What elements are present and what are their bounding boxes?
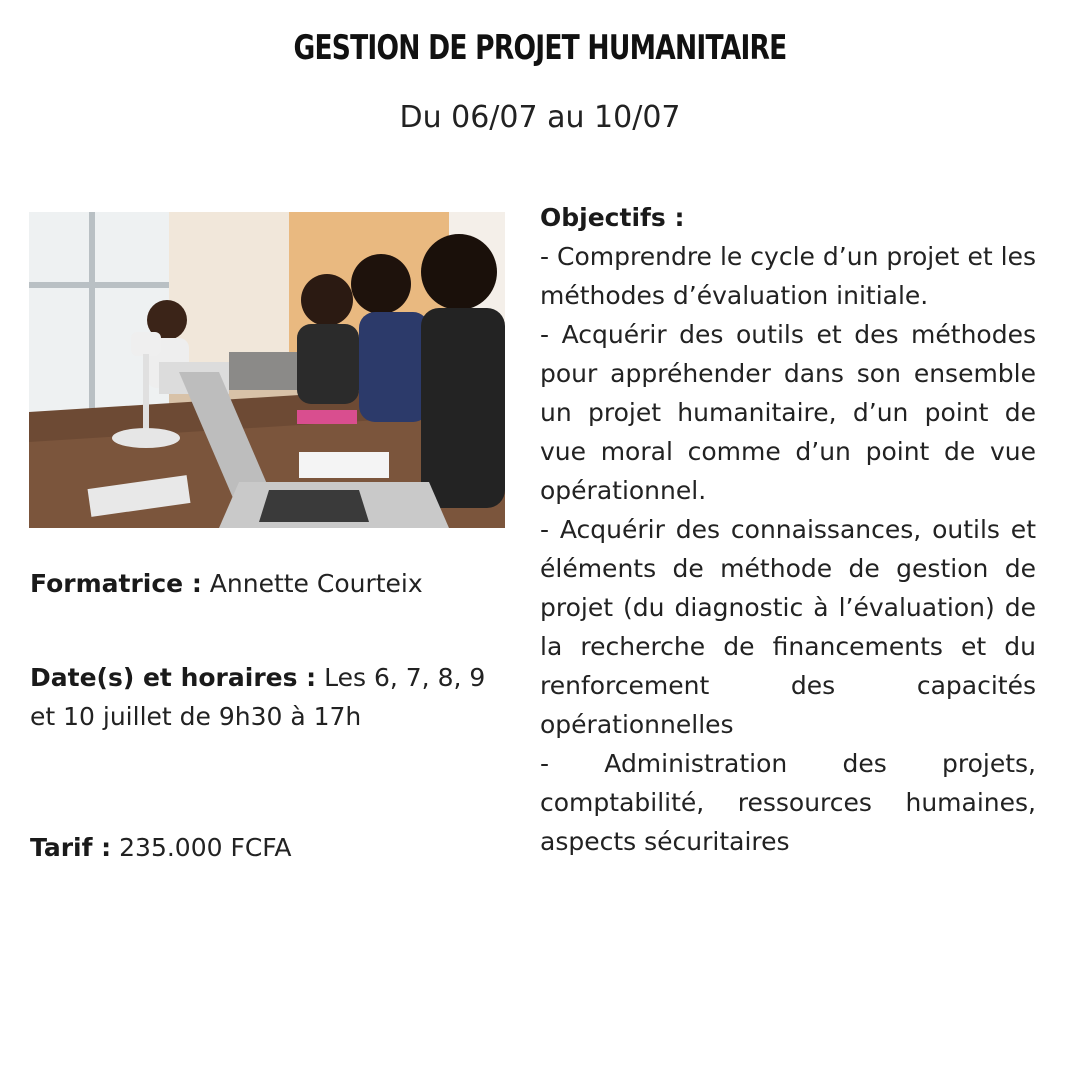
schedule-label: Date(s) et horaires : xyxy=(30,663,317,692)
objectives-section xyxy=(540,198,1036,861)
price-value: 235.000 FCFA xyxy=(111,833,292,862)
trainer-label: Formatrice : xyxy=(30,569,202,598)
objective-item: - Acquérir des outils et des méthodes pour appréhender dans son ensemble un projet humanitaire, d’un point de vue moral comme d’un point de vue opérationnel. xyxy=(540,320,1036,505)
date-range: Du 06/07 au 10/07 xyxy=(399,100,681,135)
trainer-value: Annette Courteix xyxy=(201,569,423,598)
objectives-title: Objectifs : xyxy=(540,203,685,232)
price-line xyxy=(30,828,500,867)
price-label: Tarif : xyxy=(30,833,112,862)
schedule-value: Les 6, 7, 8, 9 et 10 juillet de 9h30 à 17h xyxy=(30,663,486,731)
meeting-photo xyxy=(29,212,505,528)
objective-item: - Acquérir des connaissances, outils et éléments de méthode de gestion de projet (du diagnostic à l’évaluation) de la recherche de financements et du renforcement des capacités opérationnelles xyxy=(540,515,1036,739)
trainer-line xyxy=(30,564,500,603)
schedule-line xyxy=(30,658,500,736)
objective-item: - Comprendre le cycle d’un projet et les méthodes d’évaluation initiale. xyxy=(540,242,1036,310)
objective-item: - Administration des projets, comptabilité, ressources humaines, aspects sécuritaires xyxy=(540,749,1036,856)
page-title: GESTION DE PROJET HUMANITAIRE xyxy=(293,28,787,68)
